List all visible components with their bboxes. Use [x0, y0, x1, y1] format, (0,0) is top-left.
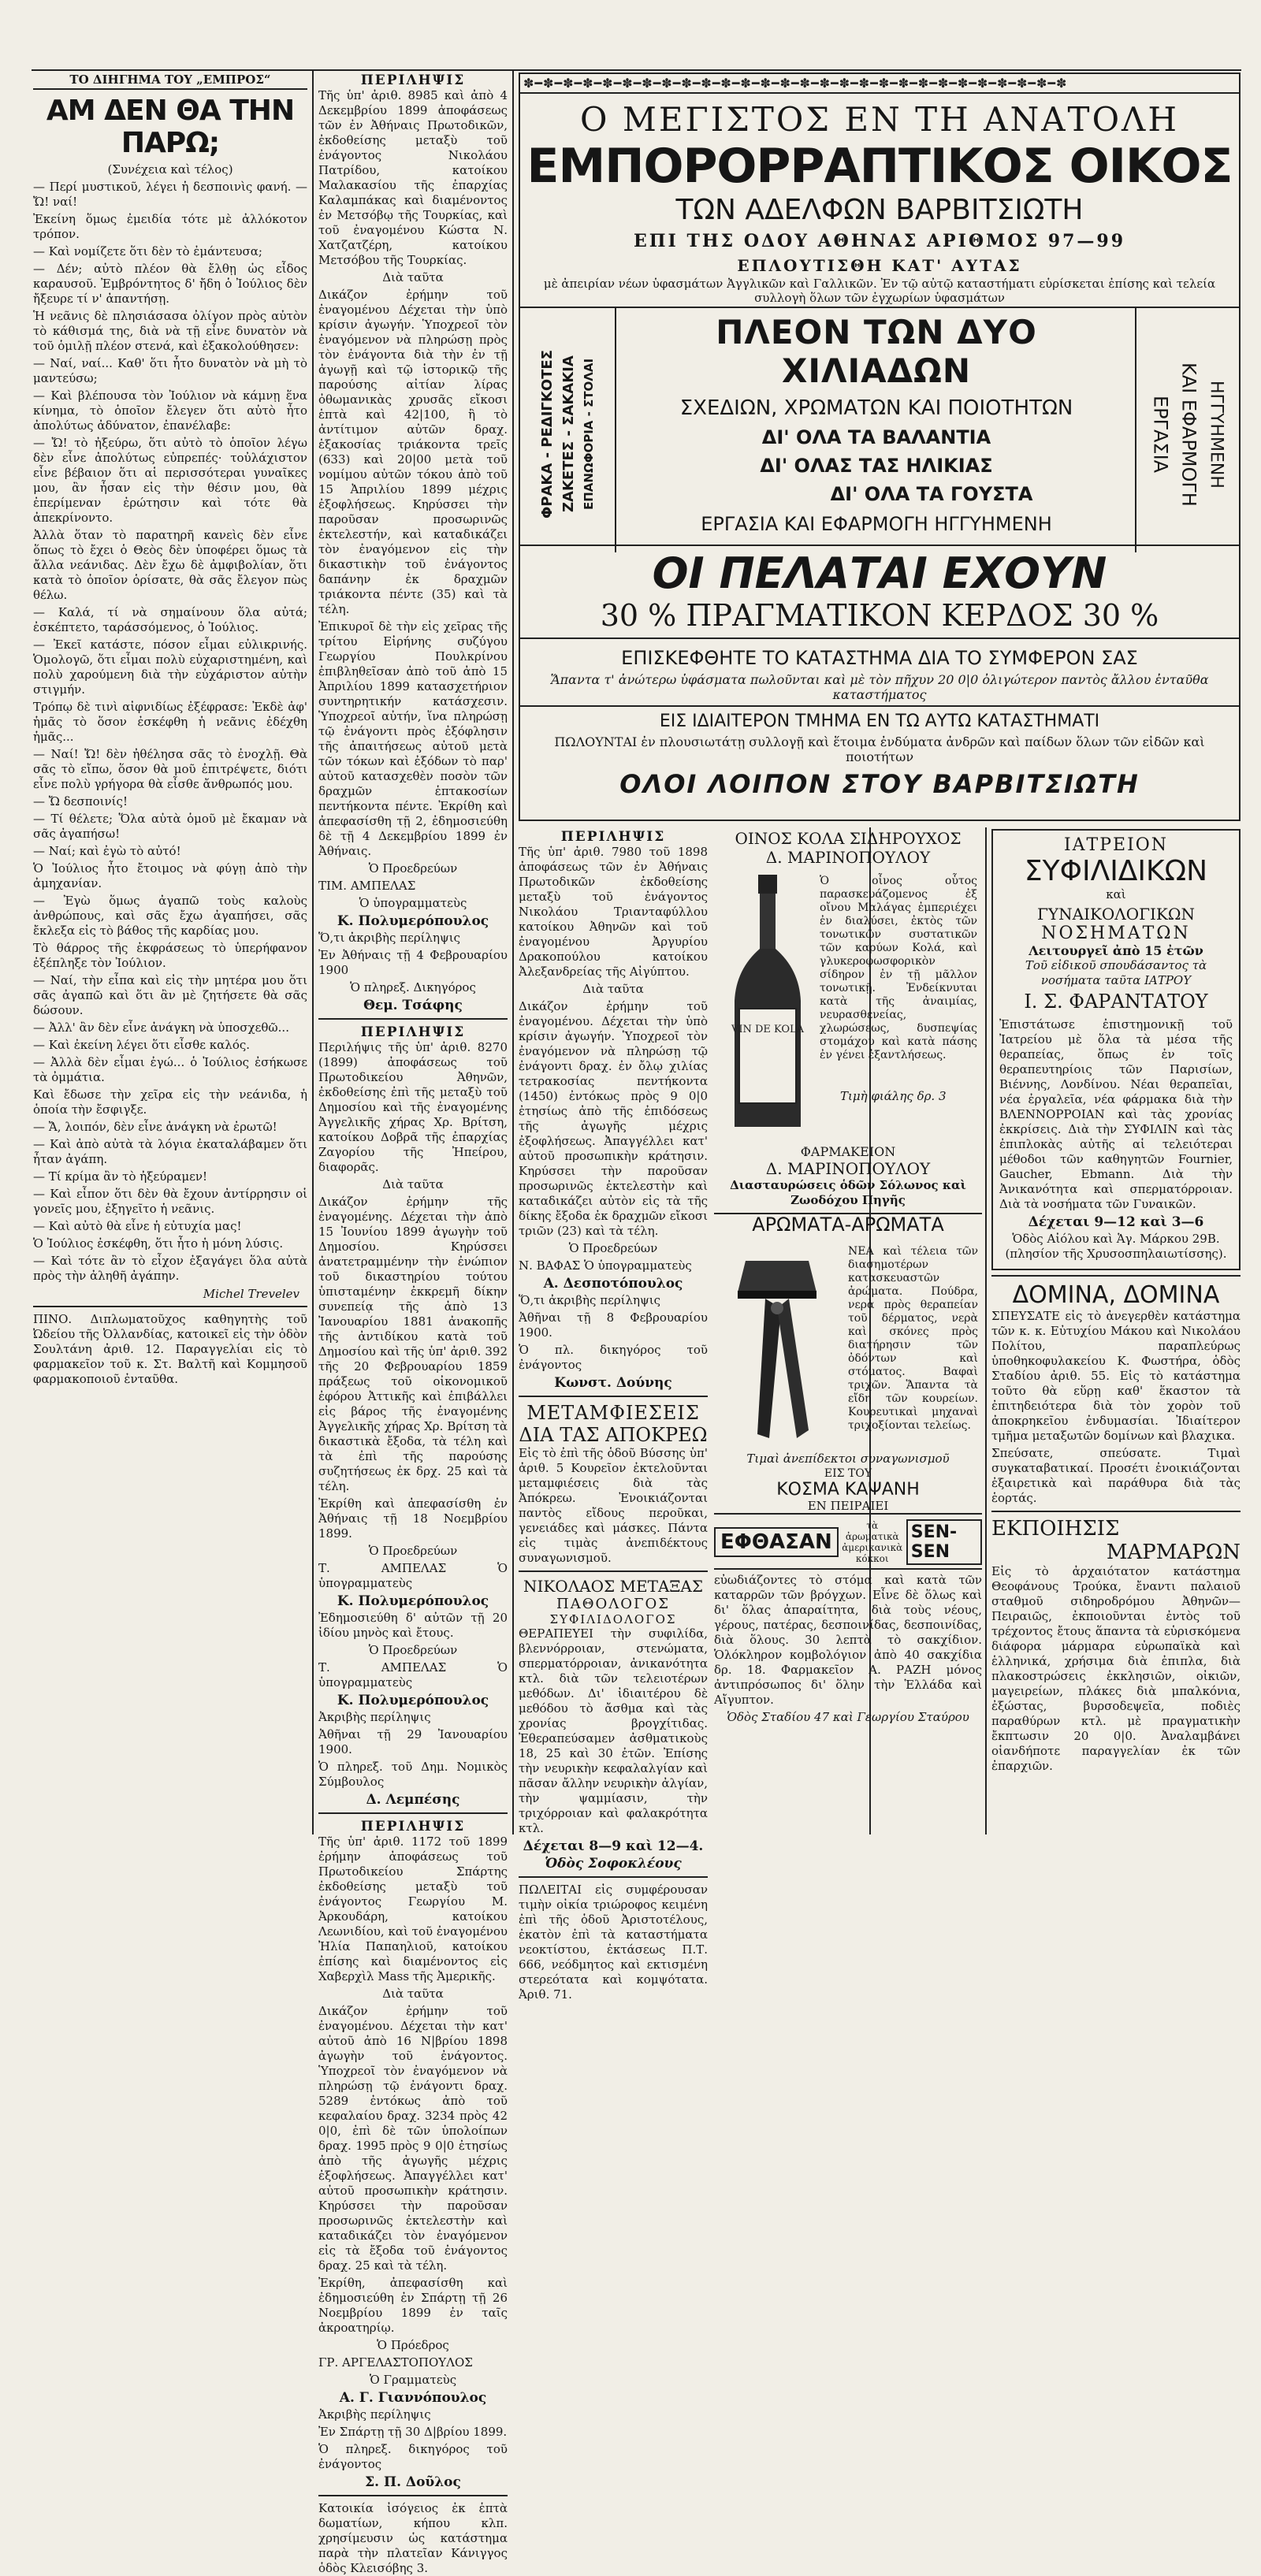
column-story	[33, 72, 307, 1834]
ad-line-12: ΕΡΓΑΣΙΑ ΚΑΙ ΕΦΑΡΜΟΓΗ ΗΓΓΥΗΜΕΝΗ	[701, 513, 1052, 535]
story-paragraph: Ἐκείνη ὅμως ἐμειδία τότε μὲ ἀλλόκοτον τρόπον.	[33, 212, 307, 241]
ad-line-14: 30 % ΠΡΑΓΜΑΤΙΚΟΝ ΚΕΡΔΟΣ 30 %	[520, 598, 1239, 639]
iatreion-hours: Δέχεται 9—12 καὶ 3—6	[1028, 1214, 1204, 1230]
ad-line-7: ΠΛΕΟΝ ΤΩΝ ΔΥΟ ΧΙΛΙΑΔΩΝ	[716, 313, 1037, 390]
marble-title-2: ΜΑΡΜΑΡΩΝ	[1106, 1541, 1241, 1564]
notice-sig: Κωνστ. Δούνης	[554, 1375, 672, 1391]
column-right	[991, 829, 1241, 1834]
doctor-name: ΝΙΚΟΛΑΟΣ ΜΕΤΑΞΑΣ	[523, 1577, 704, 1596]
ad-line-9: ΔΙ' ΟΛΑ ΤΑ ΒΑΛΑΝΤΙΑ	[761, 426, 991, 448]
story-paragraph: Ἡ νεᾶνις δὲ πλησιάσασα ὀλίγον πρὸς αὐτὸν τὸ κάθισμά της, διὰ νὰ τῇ εἶνε δυνατὸν νὰ τοῦ ὁμιλῇ πλέον στενά, καὶ ἐξακολούθησεν:	[33, 309, 307, 353]
story-paragraph: — Καὶ ἀπὸ αὐτὰ τὰ λόγια ἐκαταλάβαμεν ὅτι ἦταν ἀγάπη.	[33, 1137, 307, 1166]
iatreion-t2: ΣΥΦΙΛΙΔΙΚΩΝ	[1024, 855, 1208, 887]
story-paragraph: — Δέν; αὐτὸ πλέον θὰ ἔλθῃ ὡς εἶδος καραυσοῦ. Ἐμβρόντητος δ' ἤδη ὁ Ἰούλιος δὲν ἤξευρε τί ν' ἀπαντήσῃ.	[33, 262, 307, 306]
sen-right: SEN-SEN	[906, 1519, 982, 1565]
ornament-border-top: ✽━✽━✽━✽━✽━✽━✽━✽━✽━✽━✽━✽━✽━✽━✽━✽━✽━✽━✽━✽━✽━✽━✽━✽━✽━✽━✽━✽	[520, 74, 1239, 94]
notice-sig: Ὅ,τι ἀκριβὴς περίληψις	[519, 1293, 661, 1307]
notice-title: ΠΕΡΙΛΗΨΙΣ	[560, 829, 666, 845]
iatreion-address: Ὁδὸς Αἰόλου καὶ Ἁγ. Μάρκου 29Β. (πλησίον τῆς Χρυσοσπηλαιωτίσσης).	[1005, 1232, 1227, 1261]
story-paragraph: — Ἐγὼ ὅμως ἀγαπῶ τοὺς καλοὺς ἀνθρώπους, καὶ σᾶς ἔχω ἀγαπήσει, σᾶς ἔκλεξα εἰς τὸ βάθος τῆς καρδίας μου.	[33, 894, 307, 938]
ad-line-17: ΕΙΣ ΙΔΙΑΙΤΕΡΟΝ ΤΜΗΜΑ ΕΝ ΤΩ ΑΥΤΩ ΚΑΤΑΣΤΗΜΑΤΙ	[659, 712, 1100, 731]
notice-sig: Ὁ Προεδρεύων	[368, 861, 458, 875]
divider	[318, 1018, 508, 1020]
notice-sig: Ἐν Ἀθήναις τῇ 4 Φεβρουαρίου 1900	[318, 948, 508, 977]
sen-sen-ad	[714, 1519, 982, 1834]
ad-right-vertical-2: ΚΑΙ ΕΦΑΡΜΟΓΗ	[1177, 362, 1200, 507]
iatreion-t3: καὶ	[1106, 887, 1126, 901]
notice-sig: Κ. Πολυμερόπουλος	[337, 1593, 489, 1609]
divider	[991, 1511, 1241, 1512]
story-paragraph: — Καλά, τί νὰ σημαίνουν ὅλα αὐτά; ἐσκέπτετο, ταράσσόμενος, ὁ Ἰούλιος.	[33, 605, 307, 634]
notice-sig: Α. Γ. Γιαννόπουλος	[339, 2390, 487, 2406]
notice-sig: Δ. Λεμπέσης	[366, 1792, 460, 1808]
piano-ad: ΠΙΝΟ. Διπλωματοῦχος καθηγητὴς τοῦ Ὠδείου τῆς Ὀλλανδίας, κατοικεῖ εἰς τὴν ὁδὸν Σουλτάνη ἀριθ. 12. Παραγγελίαι εἰς τὸ φαρμακεῖον τοῦ κ. Στ. Βαλτῆ καὶ Κομμησοῦ φαρμακοποιοῦ ἐνταῦθα.	[33, 1312, 307, 1386]
ad-left-vertical-3: ΕΠΑΝΩΦΟΡΙΑ - ΣΤΟΛΑΙ	[582, 358, 596, 511]
ad-line-3: ΤΩΝ ΑΔΕΛΦΩΝ ΒΑΡΒΙΤΣΙΩΤΗ	[675, 194, 1084, 226]
sen-left: ΕΦΘΑΣΑΝ	[714, 1527, 839, 1557]
story-paragraph: — Καὶ εἶπον ὅτι δὲν θὰ ἔχουν ἀντίρρησιν οἱ γονεῖς μου, ἐξηγεῖτο ἡ νεᾶνις.	[33, 1187, 307, 1216]
story-header: ΤΟ ΔΙΗΓΗΜΑ ΤΟΥ „ΕΜΠΡΟΣ“	[33, 72, 307, 90]
notice-sig: Ὁ Πρόεδρος	[377, 2338, 449, 2352]
notice-sig: Τ. ΑΜΠΕΛΑΣ Ὁ ὑπογραμματεὺς	[318, 1660, 508, 1689]
ad-line-16: Ἅπαντα τ' ἀνώτερω ὑφάσματα πωλοῦνται καὶ μὲ τὸν πῆχυν 20 0|0 ὀλιγώτερον παντὸς ἄλλου ἐνταῦθα καταστήματος	[520, 669, 1239, 707]
story-paragraph: Τρόπῳ δὲ τινὶ αἰφνιδίως ἐξέφρασε: Ἐκδὲ ἀφ' ἡμᾶς τὸ ὅσον ἐσκέφθη ἡ νεᾶνις ἐδέχθη ἡμᾶς...	[33, 700, 307, 744]
notice-title: ΠΕΡΙΛΗΨΙΣ	[360, 1024, 466, 1040]
domina-title: ΔΟΜΙΝΑ, ΔΟΜΙΝΑ	[1012, 1281, 1220, 1309]
notice-intro: Τῆς ὑπ' ἀριθ. 1172 τοῦ 1899 ἐρήμην ἀποφάσεως τοῦ Πρωτοδικείου Σπάρτης ἐκδοθείσης μεταξὺ τοῦ ἐνάγοντος Γεωργίου Μ. Ἀρκουδάρη, κατοίκου Λεωνιδίου, καὶ τοῦ ἐναγομένου Ἠλία Παπαηλιοῦ, κατοίκου ἐπίσης καὶ διαμένοντος εἰς Χαβερχὶλ Mass τῆς Ἀμερικῆς.	[318, 1834, 508, 1983]
iatreion-t7: Τοῦ εἰδικοῦ σπουδάσαντος τὰ νοσήματα ταῦτα ΙΑΤΡΟΥ	[1025, 958, 1207, 987]
column-notices	[318, 72, 508, 2575]
column-rule-1	[312, 69, 314, 1834]
ad-middle	[520, 308, 1239, 546]
iatreion-t5: ΝΟΣΗΜΑΤΩΝ	[1041, 924, 1191, 943]
story-paragraph: Τὸ θάρρος τῆς ἐκφράσεως τὸ ὑπερήφανον ἐξέπληξε τὸν Ἰούλιον.	[33, 941, 307, 970]
perfume-title: ΑΡΩΜΑΤΑ-ΑΡΩΜΑΤΑ	[752, 1214, 944, 1236]
iatreion-t8: Ι. Σ. ΦΑΡΑΝΤΑΤΟΥ	[1024, 991, 1208, 1013]
ad-line-15: ΕΠΙΣΚΕΦΘΗΤΕ ΤΟ ΚΑΤΑΣΤΗΜΑ ΔΙΑ ΤΟ ΣΥΜΦΕΡΟΝ ΣΑΣ	[621, 647, 1138, 669]
story-paragraph: Ὁ Ἰούλιος ἦτο ἔτοιμος νὰ φύγῃ ἀπὸ τὴν ἀμηχανίαν.	[33, 861, 307, 890]
notice-body: Δικάζον ἐρήμην τῆς ἐναγομένης. Δέχεται τὴν ἀπὸ 15 Ἰουνίου 1899 ἀγωγὴν τοῦ Δημοσίου. Κηρύσσει ἀνατετραμμένην τὴν ἐνώπιον τοῦ δικαστηρίου τούτου ὑπισταμένην ἐκκρεμῆ δίκην συνεπείᾳ τῆς ἀπὸ 13 Ἰανουαρίου 1881 ἀνακοπῆς τῆς ἀντιδίκου κατὰ τοῦ Δημοσίου καὶ τῆς ὑπ' ἀριθ. 392 τῆς 20 Φεβρουαρίου 1859 πράξεως τοῦ οἰκονομικοῦ ἐφόρου Ἀττικῆς καὶ ἐπιβάλλει εἰς βάρος τῆς ἐναγομένης Ἀγγελικῆς χήρας Χρ. Βρίτση τὰ δικαστικὰ ἔξοδα, τὰ τέλη καὶ τὰ ἐπὶ τῆς παρούσης συζητήσεως ἐκ δρχ. 25 καὶ τὰ τέλη.	[318, 1195, 508, 1493]
notice-sig: Ὁ πλ. δικηγόρος τοῦ ἐνάγοντος	[519, 1343, 708, 1372]
ad-line-13: ΟΙ ΠΕΛΑΤΑΙ ΕΧΟΥΝ	[652, 548, 1107, 598]
ad-right-vertical-3: ΗΓΓΥΗΜΕΝΗ	[1206, 380, 1226, 489]
divider	[33, 1306, 307, 1307]
notice-sig: Ὁ πληρεξ. Δικηγόρος	[350, 980, 476, 994]
column-rule-2	[512, 69, 514, 1834]
story-paragraph: — Καὶ τότε ἂν τὸ εἶχον ἐξαγάγει ὅλα αὐτὰ πρὸς τὴν ἀληθῆ ἀγάπην.	[33, 1254, 307, 1283]
masq-text: Εἰς τὸ ἐπὶ τῆς ὁδοῦ Βύσσης ὑπ' ἀριθ. 5 Κουρεῖον ἐκτελοῦνται μεταμφιέσεις διὰ τὰς Ἀπόκρεω. Ἐνοικιάζονται παντὸς εἴδους περοῦκαι, γενειάδες καὶ μάσκες. Πάντα εἰς τιμὰς ἀνεπιδέκτους συναγωνισμοῦ.	[519, 1446, 708, 1565]
story-signature: Michel Trevelev	[203, 1287, 299, 1301]
column-notices-3	[519, 829, 708, 2002]
notice-sig: Ὁ Γραμματεὺς	[369, 2373, 457, 2387]
notice-sig: Α. Δεσποτόπουλος	[543, 1276, 683, 1292]
perfume-shop-1: ΕΙΣ ΤΟΥ	[824, 1467, 872, 1480]
iatreion-t1: ΙΑΤΡΕΙΟΝ	[1063, 835, 1169, 855]
notice-sig: Κ. Πολυμερόπουλος	[337, 913, 489, 929]
pharmacy-owner: Δ. ΜΑΡΙΝΟΠΟΥΛΟΥ	[765, 1159, 931, 1178]
notice-sig: Ὁ Προεδρεύων	[368, 1643, 458, 1657]
story-paragraph: — Ναί! Ὤ! δὲν ἠθέλησα σᾶς τὸ ἐνοχλῇ. Θὰ σᾶς τὸ εἴπω, ὅσον θὰ μοῦ ἐπιτρέψετε, διότι εἶνε πολὺ γρήγορα θὰ εἶσθε ἄνθρωπός μου.	[33, 747, 307, 791]
sen-header	[714, 1519, 982, 1570]
notice-body: Δικάζον ἐρήμην τοῦ ἐναγομένου. Δέχεται τὴν ὑπὸ κρίσιν ἀγωγήν. Ὑποχρεοῖ τὸν ἐναγόμενον νὰ πληρώσῃ τῷ ἐνάγοντι δραχ. ἐν ὄλῳ χιλίας τετρακοσίας πεντήκοντα (1450) ἐντόκως πρὸς 9 0|0 ἐτησίως ἀπὸ τῆς ἐπιδόσεως τῆς ἀγωγῆς μέχρις ἐξοφλήσεως. Ἀπαγγέλλει κατ' αὐτοῦ προσωπικὴν κράτησιν. Κηρύσσει τὴν παροῦσαν προσωρινῶς ἐκτελεστὴν καὶ καταδικάζει αὐτὸν εἰς τὰ τῆς δίκης ἔξοδα ἐκ δραχμῶν εἴκοσι τριῶν (23) καὶ τὰ τέλη.	[519, 999, 708, 1238]
perfume-shop-2: ΚΟΣΜΑ ΚΑΨΑΝΗ	[776, 1480, 920, 1500]
perfume-text: ΝΕΑ καὶ τέλεια τῶν διασημοτέρων κατασκευαστῶν ἀρώματα. Πούδρα, νερὰ πρὸς θεραπείαν τοῦ δέρματος, νερὰ καὶ σκόνες πρὸς διατήρησιν τῶν ὀδόντων καὶ στόματος. Βαφαὶ τριχῶν. Ἅπαντα τὰ εἴδη τῶν κουρείων. Κουρευτικαὶ μηχαναὶ τριχοξίονται τελείως.	[848, 1245, 978, 1432]
story-body	[33, 180, 307, 1284]
story-paragraph: — Καὶ αὐτὸ θὰ εἶνε ἡ εὐτυχία μας!	[33, 1219, 242, 1233]
story-paragraph: — Ὤ δεσποινίς!	[33, 794, 128, 808]
story-paragraph: — Ἀλλ' ἂν δὲν εἶνε ἀνάγκη νὰ ὑποσχεθῶ...	[33, 1020, 289, 1035]
hair-clipper-icon	[722, 1245, 840, 1450]
story-paragraph: — Ναί; καὶ ἐγὼ τὸ αὐτό!	[33, 844, 181, 858]
wine-bottle-icon	[720, 875, 815, 1135]
column-rule-4	[985, 827, 987, 1834]
ad-left-vertical-2: ΖΑΚΕΤΕΣ - ΣΑΚΑΚΙΑ	[560, 355, 577, 513]
story-paragraph: — Ἀλλὰ δὲν εἶμαι ἐγώ... ὁ Ἰούλιος ἐσήκωσε τὰ ὀμμάτια.	[33, 1055, 307, 1084]
wine-price: Τιμὴ φιάλης δρ. 3	[840, 1089, 947, 1103]
ad-center-panel	[616, 308, 1136, 545]
domina-text-2: Σπεύσατε, σπεύσατε. Τιμαὶ συγκαταβατικαί. Προσέτι ἐνοικιάζονται ἐξαιρετικὰ καὶ παράθυρα διὰ τὰς ἑορτάς.	[991, 1446, 1241, 1505]
iatreion-box	[991, 829, 1241, 1270]
notice-sig: Ἀθῆναι τῇ 29 Ἰανουαρίου 1900.	[318, 1727, 508, 1756]
notice-body: Δικάζον ἐρήμην τοῦ ἐναγομένου Δέχεται τὴν ὑπὸ κρίσιν ἀγωγήν. Ὑποχρεοῖ τὸν ἐναγόμενον νὰ πληρώσῃ πρὸς τὸν ἐνάγοντα διὰ τὴν ἐν τῇ ἀγωγῇ καὶ τῷ ἱστορικῷ τῆς παρούσης αἰτίαν λίρας ὀθωμανικὰς χρυσᾶς εἴκοσι ἑπτὰ καὶ 42|100, ἢ τὸ ἀντίτιμον αὐτῶν δραχ. ἑξακοσίας τριάκοντα τρεῖς (633) καὶ 20|00 μετὰ τοῦ νομίμου αὐτῶν τόκου ἀπὸ τοῦ 15 Ἀπριλίου 1899 μέχρις ἐξοφλήσεως. Κηρύσσει τὴν παροῦσαν προσωρινῶς ἐκτελεστήν, καὶ καταδικάζει τὸν ἐναγόμενον εἰς τὴν δικαστικὴν τοῦ ἐνάγοντος δαπάνην ἐκ δραχμῶν τριάκοντα πέντε (35) καὶ τὰ τέλη.	[318, 288, 508, 616]
story-paragraph: Ἀλλὰ ὅταν τὸ παρατηρῆ κανεὶς δὲν εἶνε ὅπως τὸ ἔχει ὁ Θεὸς δὲν ὑποφέρει ὅμως τὰ ἄλλα νεάνιδας. Δὲν ἔχω δὲ ἀμφιβολίαν, ὅτι κατὰ τὸ ὁποῖον ὁρίσατε, θὰ σᾶς ἔλεγον πὼς θέλω.	[33, 528, 307, 602]
pharmacy-title: ΦΑΡΜΑΚΕΙΟΝ	[800, 1144, 896, 1159]
notice-sig: Ἐδημοσιεύθη δ' αὐτῶν τῇ 20 ἰδίου μηνὸς καὶ ἔτους.	[318, 1611, 508, 1640]
story-paragraph: — Καὶ νομίζετε ὅτι δὲν τὸ ἐμάντευσα;	[33, 244, 262, 258]
doctor-hours: Δέχεται 8—9 καὶ 12—4.	[523, 1838, 704, 1854]
domina-text: ΣΠΕΥΣΑΤΕ εἰς τὸ ἀνεγερθὲν κατάστημα τῶν κ. κ. Εὐτυχίου Μάκου καὶ Νικολάου Πολίτου, παραπλεύρως ὑποθηκοφυλακείου Κ. Φωστήρα, ὁδὸς Σταδίου ἀριθ. 55. Εἰς τὸ κατάστημα τοῦτο θὰ εὕρῃ καθ' ἕκαστον τὰ ἐπιτηδειότερα διὰ τὸν χορὸν τοῦ ἀποκρηκεῖου ἐνδυμασίαι. Ἰδιαίτερον τμῆμα μεταξωτῶν δομίνων καὶ βλαχικα.	[991, 1309, 1241, 1443]
divider	[519, 1876, 708, 1878]
ad-left-vertical-1: ΦΡΑΚΑ - ΡΕΔΙΓΚΟΤΕΣ	[539, 350, 556, 519]
story-paragraph: — Περί μυστικοῦ, λέγει ἡ δεσποινὶς φανή. — Ὤ! ναί!	[33, 180, 307, 209]
masq-title-1: ΜΕΤΑΜΦΙΕΣΕΙΣ	[526, 1402, 700, 1424]
story-subtitle: (Συνέχεια καὶ τέλος)	[107, 162, 233, 177]
doctor-address: Ὁδὸς Σοφοκλέους	[545, 1856, 682, 1872]
perfume-price: Τιμαὶ ἀνεπίδεκτοι συναγωνισμοῦ	[746, 1452, 950, 1466]
notice-sig: ΓΡ. ΑΡΓΕΛΑΣΤΟΠΟΥΛΟΣ	[318, 2355, 473, 2370]
ad-right-vertical-1: ΕΡΓΑΣΙΑ	[1149, 395, 1172, 474]
notice-sig: Ἀθῆναι τῇ 8 Φεβρουαρίου 1900.	[519, 1310, 708, 1340]
notice-sig: Ἀκριβὴς περίληψις	[318, 2407, 431, 2422]
notice-sig: Ἀκριβὴς περίληψις	[318, 1710, 431, 1724]
notice-sig: Ὁ ὑπογραμματεὺς	[359, 896, 467, 910]
wine-title-2: Δ. ΜΑΡΙΝΟΠΟΥΛΟΥ	[765, 848, 931, 867]
doctor-specialty-1: ΠΑΘΟΛΟΓΟΣ	[556, 1596, 670, 1612]
doctor-text: ΘΕΡΑΠΕΥΕΙ τὴν συφιλίδα, βλεννόρροιαν, στενώματα, σπερματόρροιαν, ἀνικανότητα κτλ. διὰ τῶν τελειοτέρων μεθόδων. Δι' ἰδιαιτέρου δὲ μεθόδου τὸ ἄσθμα καὶ τὰς χρονίας βρογχίτιδας. Ἐθεραπεύσαμεν ἀσθματικοὺς 18, 25 καὶ 30 ἐτῶν. Ἐπίσης τὴν νευρικὴν κεφαλαλγίαν καὶ πᾶσαν ἄλλην νευρικὴν ἀλγίαν, τὴν ψαμμίασιν, τὴν τριχόρροιαν καὶ φαλακρότητα κτλ.	[519, 1626, 708, 1835]
notice-title: ΠΕΡΙΛΗΨΙΣ	[360, 1819, 466, 1834]
notice-intro: Περιλήψις τῆς ὑπ' ἀριθ. 8270 (1899) ἀποφάσεως τοῦ Πρωτοδικείου Ἀθηνῶν, ἐκδοθείσης ἐπὶ τῆς μεταξὺ τοῦ Δημοσίου καὶ τῆς ἐναγομένης Ἀγγελικῆς χήρας Χρ. Βρίτση, κατοίκου Δοβρᾶ τῆς ἐπαρχίας Ζαγορίου τῆς Ἠπείρου, διαφορᾶς.	[318, 1040, 508, 1174]
iatreion-text: Ἐπιστάτωσε ἐπιστημονικῇ τοῦ Ἰατρείου μὲ ὅλα τὰ μέσα τῆς θεραπείας, ὅπως ἐν τοῖς θεραπευτηρίοις τῶν Παρισίων, Βιέννης, Λονδίνου. Νέαι θεραπεῖαι, νέα ἐργαλεῖα, νέα φάρμακα διὰ τὴν ΒΛΕΝΝΟΡΡΟΙΑΝ καὶ τὰς χρονίας ἐκκρίσεις. Διὰ τὴν ΣΥΦΙΛΙΝ καὶ τὰς ἐπιπλοκὰς αὐτῆς αἱ τελειότεραι μέθοδοι τῶν καθηγητῶν Fournier, Gaucher, Ebmann. Διὰ τὴν Ἀνικανότητα καὶ σπερματόρροιαν. Διὰ τὰ νοσήματα τῶν Γυναικῶν.	[999, 1017, 1233, 1211]
sen-address: Ὁδὸς Σταδίου 47 καὶ Γεωργίου Σταύρου	[727, 1710, 969, 1724]
ad-line-10: ΔΙ' ΟΛΑΣ ΤΑΣ ΗΛΙΚΙΑΣ	[760, 455, 993, 477]
ad-line-5: ΕΠΛΟΥΤΙΣΘΗ ΚΑΤ' ΑΥΤΑΣ	[737, 256, 1022, 275]
notice-sig: Ν. ΒΑΦΑΣ Ὁ ὑπογραμματεὺς	[519, 1258, 692, 1273]
property-ad: ΠΩΛΕΙΤΑΙ εἰς συμφέρουσαν τιμὴν οἰκία τριώροφος κειμένη ἐπὶ τῆς ὁδοῦ Ἀριστοτέλους, ἐκατὸν ἐπὶ τὰ καταστήματα νεοκτίστου, ἐκτάσεως Π.Τ. 666, νεόδμητος καὶ εκτισμένη στερεότατα καὶ κομψότατα. Ἀριθ. 71.	[519, 1883, 708, 2002]
story-title: ΑΜ ΔΕΝ ΘΑ ΤΗΝ ΠΑΡΩ;	[46, 95, 295, 159]
notice-body: Ἐπικυροῖ δὲ τὴν εἰς χεῖρας τῆς τρίτου Εἰρήνης συζύγου Γεωργίου Πουλκρίνου ἐπιβληθεῖσαν ἀπὸ τοῦ ἀπὸ 15 Ἀπριλίου 1899 κατασχετήριον συντηρητικήν κατάσχεσιν. Ὑποχρεοῖ αὐτήν, ἵνα πληρώσῃ τῷ ἐνάγοντι πρὸς ἐξόφλησιν τῆς ἀπαιτήσεως αὐτοῦ μετὰ τῶν τόκων καὶ ἐξόδων τὸ παρ' αὐτοῦ κατασχεθὲν ποσὸν τῶν δραχμῶν ἑπτακοσίων πεντήκοντα πέντε. Ἐκρίθη καὶ ἀπεφασίσθη τῇ 2, ἐδημοσιεύθη δὲ τῇ 4 Δεκεμβρίου 1899 ἐν Ἀθήναις.	[318, 619, 508, 858]
divider	[318, 1812, 508, 1814]
divider	[519, 1396, 708, 1397]
story-paragraph: — Καὶ βλέπουσα τὸν Ἰούλιον νὰ κάμνῃ ἕνα κίνημα, τὸ ὁποῖον ἔλεγεν ὅτι αὐτὸ ἦτο ἀπολύτως ἀδύνατον, ἐπανέλαβε:	[33, 388, 307, 433]
notice-body: Δικάζον ἐρήμην τοῦ ἐναγομένου. Δέχεται τὴν κατ' αὐτοῦ ἀπὸ 16 Ν|βρίου 1898 ἀγωγὴν τοῦ ἐνάγοντος. Ὑποχρεοῖ τὸν ἐναγόμενον νὰ πληρώσῃ τῷ ἐνάγοντι δραχ. 5289 ἐντόκως ἀπὸ τοῦ κεφαλαίου δραχ. 3234 πρὸς 42 0|0, ἐπὶ δὲ τῶν ὑπολοίπων δραχ. 1995 πρὸς 9 0|0 ἐτησίως ἀπὸ τῆς ἀγωγῆς μέχρις ἐξοφλήσεως. Ἀπαγγέλλει κατ' αὐτοῦ προσωπικὴν κράτησιν. Κηρύσσει τὴν παροῦσαν προσωρινῶς ἐκτελεστὴν καὶ καταδικάζει τὸν ἐναγόμενον εἰς τὰ ἔξοδα τοῦ ἐνάγοντος δραχ. 25 καὶ τὰ τέλη.	[318, 2004, 508, 2273]
notice-intro: Τῆς ὑπ' ἀριθ. 8985 καὶ ἀπὸ 4 Δεκεμβρίου 1899 ἀποφάσεως τῶν ἐν Ἀθήναις Πρωτοδικῶν, ἐκδοθείσης μεταξὺ τοῦ ἐνάγοντος Νικολάου Πατρίδου, κατοίκου Μαλακασίου τῆς ἐπαρχίας Καλαμπάκας καὶ διαμένοντος ἐν Μετσόβῳ τῆς Τουρκίας, καὶ τοῦ ἐναγομένου Κώστα Ν. Χατζατζέρη, κατοίκου Μετσόβου τῆς Τουρκίας.	[318, 88, 508, 267]
notice-sig: Σ. Π. Δοῦλος	[365, 2474, 461, 2490]
ad-line-18: ΠΩΛΟΥΝΤΑΙ ἐν πλουσιωτάτῃ συλλογῇ καὶ ἕτοιμα ἐνδύματα ἀνδρῶν καὶ παίδων ὅλων τῶν εἰδῶν καὶ ποιοτήτων	[554, 734, 1205, 764]
ad-line-4: ΕΠΙ ΤΗΣ ΟΔΟΥ ΑΘΗΝΑΣ ΑΡΙΘΜΟΣ 97—99	[633, 231, 1126, 251]
notice-dia: Διὰ ταῦτα	[382, 1987, 444, 2001]
notice-dia: Διὰ ταῦτα	[382, 1177, 444, 1191]
clipper-icon	[722, 1245, 840, 1450]
story-paragraph: Καὶ ἔδωσε τὴν χεῖρα εἰς τὴν νεάνιδα, ἡ ὁποία τὴν ἔσφιγξε.	[33, 1087, 307, 1117]
ad-right-panel	[1135, 308, 1239, 552]
wine-title-1: ΟΙΝΟΣ ΚΟΛΑ ΣΙΔΗΡΟΥΧΟΣ	[735, 829, 962, 848]
notice-intro: Τῆς ὑπ' ἀριθ. 7980 τοῦ 1898 ἀποφάσεως τῶν ἐν Ἀθήναις Πρωτοδικῶν ἐκδοθείσης μεταξὺ τοῦ ἐνάγοντος Νικολάου Τριανταφύλλου κατοίκου Ἀθηνῶν καὶ τοῦ ἐναγομένου Ἀργυρίου Δρακοπούλου κατοίκου Ἀλεξανδρείας τῆς Αἰγύπτου.	[519, 845, 708, 979]
wine-text: Ὁ οἶνος οὗτος παρασκευάζομενος ἐξ οἴνου Μαλάγας ἐμπεριέχει ἐν διαλύσει, ἐκτὸς τῶν τονωτικῶν συστατικῶν τῶν καρύων Κολά, καὶ γλυκεροφωσφορικὸν σίδηρον ἐν τῇ μᾶλλον τονωτικῇ. Ἐνδείκνυται κατὰ τῆς ἀναιμίας, νευρασθενείας, χλωρώσεως, δυσπεψίας στομάχου καὶ κατὰ πάσης ἐν γένει ἐξαντλήσεως.	[820, 875, 977, 1061]
notice-sig: Θεμ. Τσάφης	[363, 998, 463, 1013]
notice-sig: ΤΙΜ. ΑΜΠΕΛΑΣ	[318, 879, 416, 893]
story-paragraph: — Ἐκεῖ κατάστε, πόσον εἶμαι εὐλικρινής. Ὁμολογῶ, ὅτι εἶμαι πολὺ εὐχαριστημένη, καὶ πολὺ χαρούμενη διὰ τὴν εὐχάριστον αὐτὴν στιγμήν.	[33, 637, 307, 697]
notice-sig: Τ. ΑΜΠΕΛΑΣ Ὁ ὑπογραμματεὺς	[318, 1561, 508, 1590]
ad-line-2: ΕΜΠΟΡΟΡΡΑΠΤΙΚΟΣ ΟΙΚΟΣ	[526, 139, 1233, 194]
masq-title-2: ΔΙΑ ΤΑΣ ΑΠΟΚΡΕΩ	[519, 1424, 708, 1446]
ad-line-8: ΣΧΕΔΙΩΝ, ΧΡΩΜΑΤΩΝ ΚΑΙ ΠΟΙΟΤΗΤΩΝ	[679, 396, 1073, 420]
notice-sig: Κ. Πολυμερόπουλος	[337, 1693, 489, 1708]
marble-text: Εἰς τὸ ἀρχαιότατον κατάστημα Θεοφάνους Τρούκα, ἔναντι παλαιοῦ σταθμοῦ σιδηροδρόμου Ἀθηνῶν—Πειραιῶς, ἐκποιοῦνται ἐντὸς τοῦ τρέχοντος ἔτους ἅπαντα τὰ εὑρισκόμενα διάφορα μάρμαρα εὐρωπαϊκὰ καὶ ἑλληνικά, χρήσιμα διὰ ἐπιπλα, διὰ πλακοστρώσεις ἐκκλησιῶν, οἰκιῶν, μαγειρείων, πλάκες διὰ μπαλκόνια, ἐξώστας, βυρσοδεψεῖα, ποδιὲς παραθύρων κτλ. μὲ πραγματικὴν ἔκπτωσιν 20 0|0. Ἀναλαμβάνει οἱανδήποτε παραγγελίαν ἐκ τῶν ἐπαρχιῶν.	[991, 1564, 1241, 1773]
perfume-ad	[714, 1214, 982, 1513]
story-paragraph: — Ναί, τὴν εἶπα καὶ εἰς τὴν μητέρα μου ὅτι σᾶς ἀγαπῶ καὶ ὅτι ἂν μὲ ζητήσετε θὰ σᾶς δώσουν.	[33, 973, 307, 1017]
ad-line-11: ΔΙ' ΟΛΑ ΤΑ ΓΟΥΣΤΑ	[830, 483, 1033, 505]
story-paragraph: — Τί κρίμα ἂν τὸ ἠξεύραμεν!	[33, 1169, 208, 1184]
iatreion-t6: Λειτουργεῖ ἀπὸ 15 ἐτῶν	[1029, 943, 1203, 958]
notice-sig: Ὁ πληρεξ. δικηγόρος τοῦ ἐνάγοντος	[318, 2442, 508, 2471]
wine-ad	[714, 829, 982, 1144]
page-top-rule	[32, 69, 1241, 71]
perfume-shop-3: ΕΝ ΠΕΙΡΑΙΕΙ	[714, 1499, 982, 1515]
notice-sig: Ὁ πληρεξ. τοῦ Δημ. Νομικὸς Σύμβουλος	[318, 1760, 508, 1789]
story-paragraph: — Καὶ ἐκείνη λέγει ὅτι εἶσθε καλός.	[33, 1038, 251, 1052]
pharmacy-block	[714, 1144, 982, 1219]
ad-line-6: μὲ ἀπειρίαν νέων ὑφασμάτων Ἀγγλικῶν καὶ Γαλλικῶν. Ἐν τῷ αὐτῷ καταστήματι εὑρίσκεται ἐπίσης καὶ τελεία συλλογὴ ὅλων τῶν ἐγχωρίων ὑφασμάτων	[520, 275, 1239, 308]
sen-text: εὐωδιάζοντες τὸ στόμα καὶ κατὰ τῶν καταρρῶν τῶν βρόγχων. Εἶνε δὲ ὅλως καὶ δι' ὅλας ἀπαραίτητα, διὰ τοὺς νέους, γέρους, πατέρας, δεσποινίδας, δεσποινίδας, διὰ ὅλους. 30 λεπτὰ τὸ σακχίδιον. Ὁλόκληρον κομβολόγιον ἀπὸ 40 σακχίδια δρ. 18. Φαρμακεῖον Α. ΡΑΖΗ μόνος ἀντιπρόσωπος δι' ὅλην τὴν Ἑλλάδα καὶ Αἴγυπτον.	[714, 1573, 982, 1707]
iatreion-t4: ΓΥΝΑΙΚΟΛΟΓΙΚΩΝ	[1037, 905, 1195, 924]
bottle-label-text: VIN DE KOLA	[731, 1024, 805, 1035]
notice-dia: Διὰ ταῦτα	[382, 270, 444, 284]
notice-body: Ἐκρίθη, ἀπεφασίσθη καὶ ἐδημοσιεύθη ἐν Σπάρτῃ τῇ 26 Νοεμβρίου 1899 ἐν ταῖς ἀκροατηρίῳ.	[318, 2276, 508, 2335]
story-paragraph: Ὁ Ἰούλιος ἐσκέφθη, ὅτι ἦτο ἡ μόνη λύσις.	[33, 1236, 284, 1251]
ad-line-19: ΟΛΟΙ ΛΟΙΠΟΝ ΣΤΟΥ ΒΑΡΒΙΤΣΙΩΤΗ	[619, 769, 1140, 799]
story-paragraph: — Τί θέλετε; Ὅλα αὐτὰ ὁμοῦ μὲ ἔκαμαν νὰ σᾶς ἀγαπήσω!	[33, 812, 307, 841]
varvitsioti-ad	[519, 72, 1241, 821]
ad-left-panel	[520, 308, 616, 552]
marble-title-1: ΕΚΠΟΙΗΣΙΣ	[991, 1517, 1120, 1541]
notice-title: ΠΕΡΙΛΗΨΙΣ	[360, 72, 466, 88]
bottle-icon	[720, 875, 815, 1135]
sen-mid: τὰ ἀρωματικὰ ἀμερικανικὰ κόκκοι	[842, 1520, 903, 1564]
divider	[318, 2495, 508, 2496]
notice-body: Ἐκρίθη καὶ ἀπεφασίσθη ἐν Ἀθήναις τῇ 18 Νοεμβρίου 1899.	[318, 1496, 508, 1541]
pharmacy-address: Διασταυρώσεις ὁδῶν Σόλωνος καὶ Ζωοδόχου Πηγῆς	[730, 1178, 966, 1207]
story-paragraph: — Ὤ! τὸ ἠξεύρω, ὅτι αὐτὸ τὸ ὁποῖον λέγω δὲν εἶνε ἀπολύτως εὐπρεπές· τοὐλάχιστον εἶνε βέβαιον ὅτι αἱ περισσότεραι γυναῖκες μου, ἂν ἦσαν εἰς τὴν θέσιν μου, θὰ ἐπερίμεναν ἐρώτησιν καὶ τότε θὰ ἀπεκρίνοντο.	[33, 436, 307, 525]
story-paragraph: — Ναί, ναί... Καθ' ὅτι ἦτο δυνατὸν νὰ μὴ τὸ μαντεύσω;	[33, 356, 307, 385]
doctor-specialty-2: ΣΥΦΙΛΙΔΟΛΟΓΟΣ	[549, 1612, 677, 1626]
divider	[519, 1571, 708, 1572]
divider	[991, 1275, 1241, 1277]
notice-dia: Διὰ ταῦτα	[582, 982, 644, 996]
house-ad: Κατοικία ἰσόγειος ἐκ ἑπτὰ δωματίων, κήπου κλπ. χρησίμευσιν ὡς κατάστημα παρὰ τὴν πλατεῖαν Κάνιγγος ὁδὸς Κλεισόβης 3.	[318, 2501, 508, 2575]
notice-sig: Ὁ Προεδρεύων	[568, 1241, 658, 1255]
notice-sig: Ὅ,τι ἀκριβὴς περίληψις	[318, 931, 461, 945]
ad-line-1: Ο ΜΕΓΙΣΤΟΣ ΕΝ ΤΗ ΑΝΑΤΟΛΗ	[580, 100, 1179, 139]
story-paragraph: — Ἄ, λοιπόν, δὲν εἶνε ἀνάγκη νὰ ἐρωτῶ!	[33, 1120, 277, 1134]
notice-sig: Ἐν Σπάρτῃ τῇ 30 Δ|βρίου 1899.	[318, 2425, 508, 2439]
notice-sig: Ὁ Προεδρεύων	[368, 1544, 458, 1558]
